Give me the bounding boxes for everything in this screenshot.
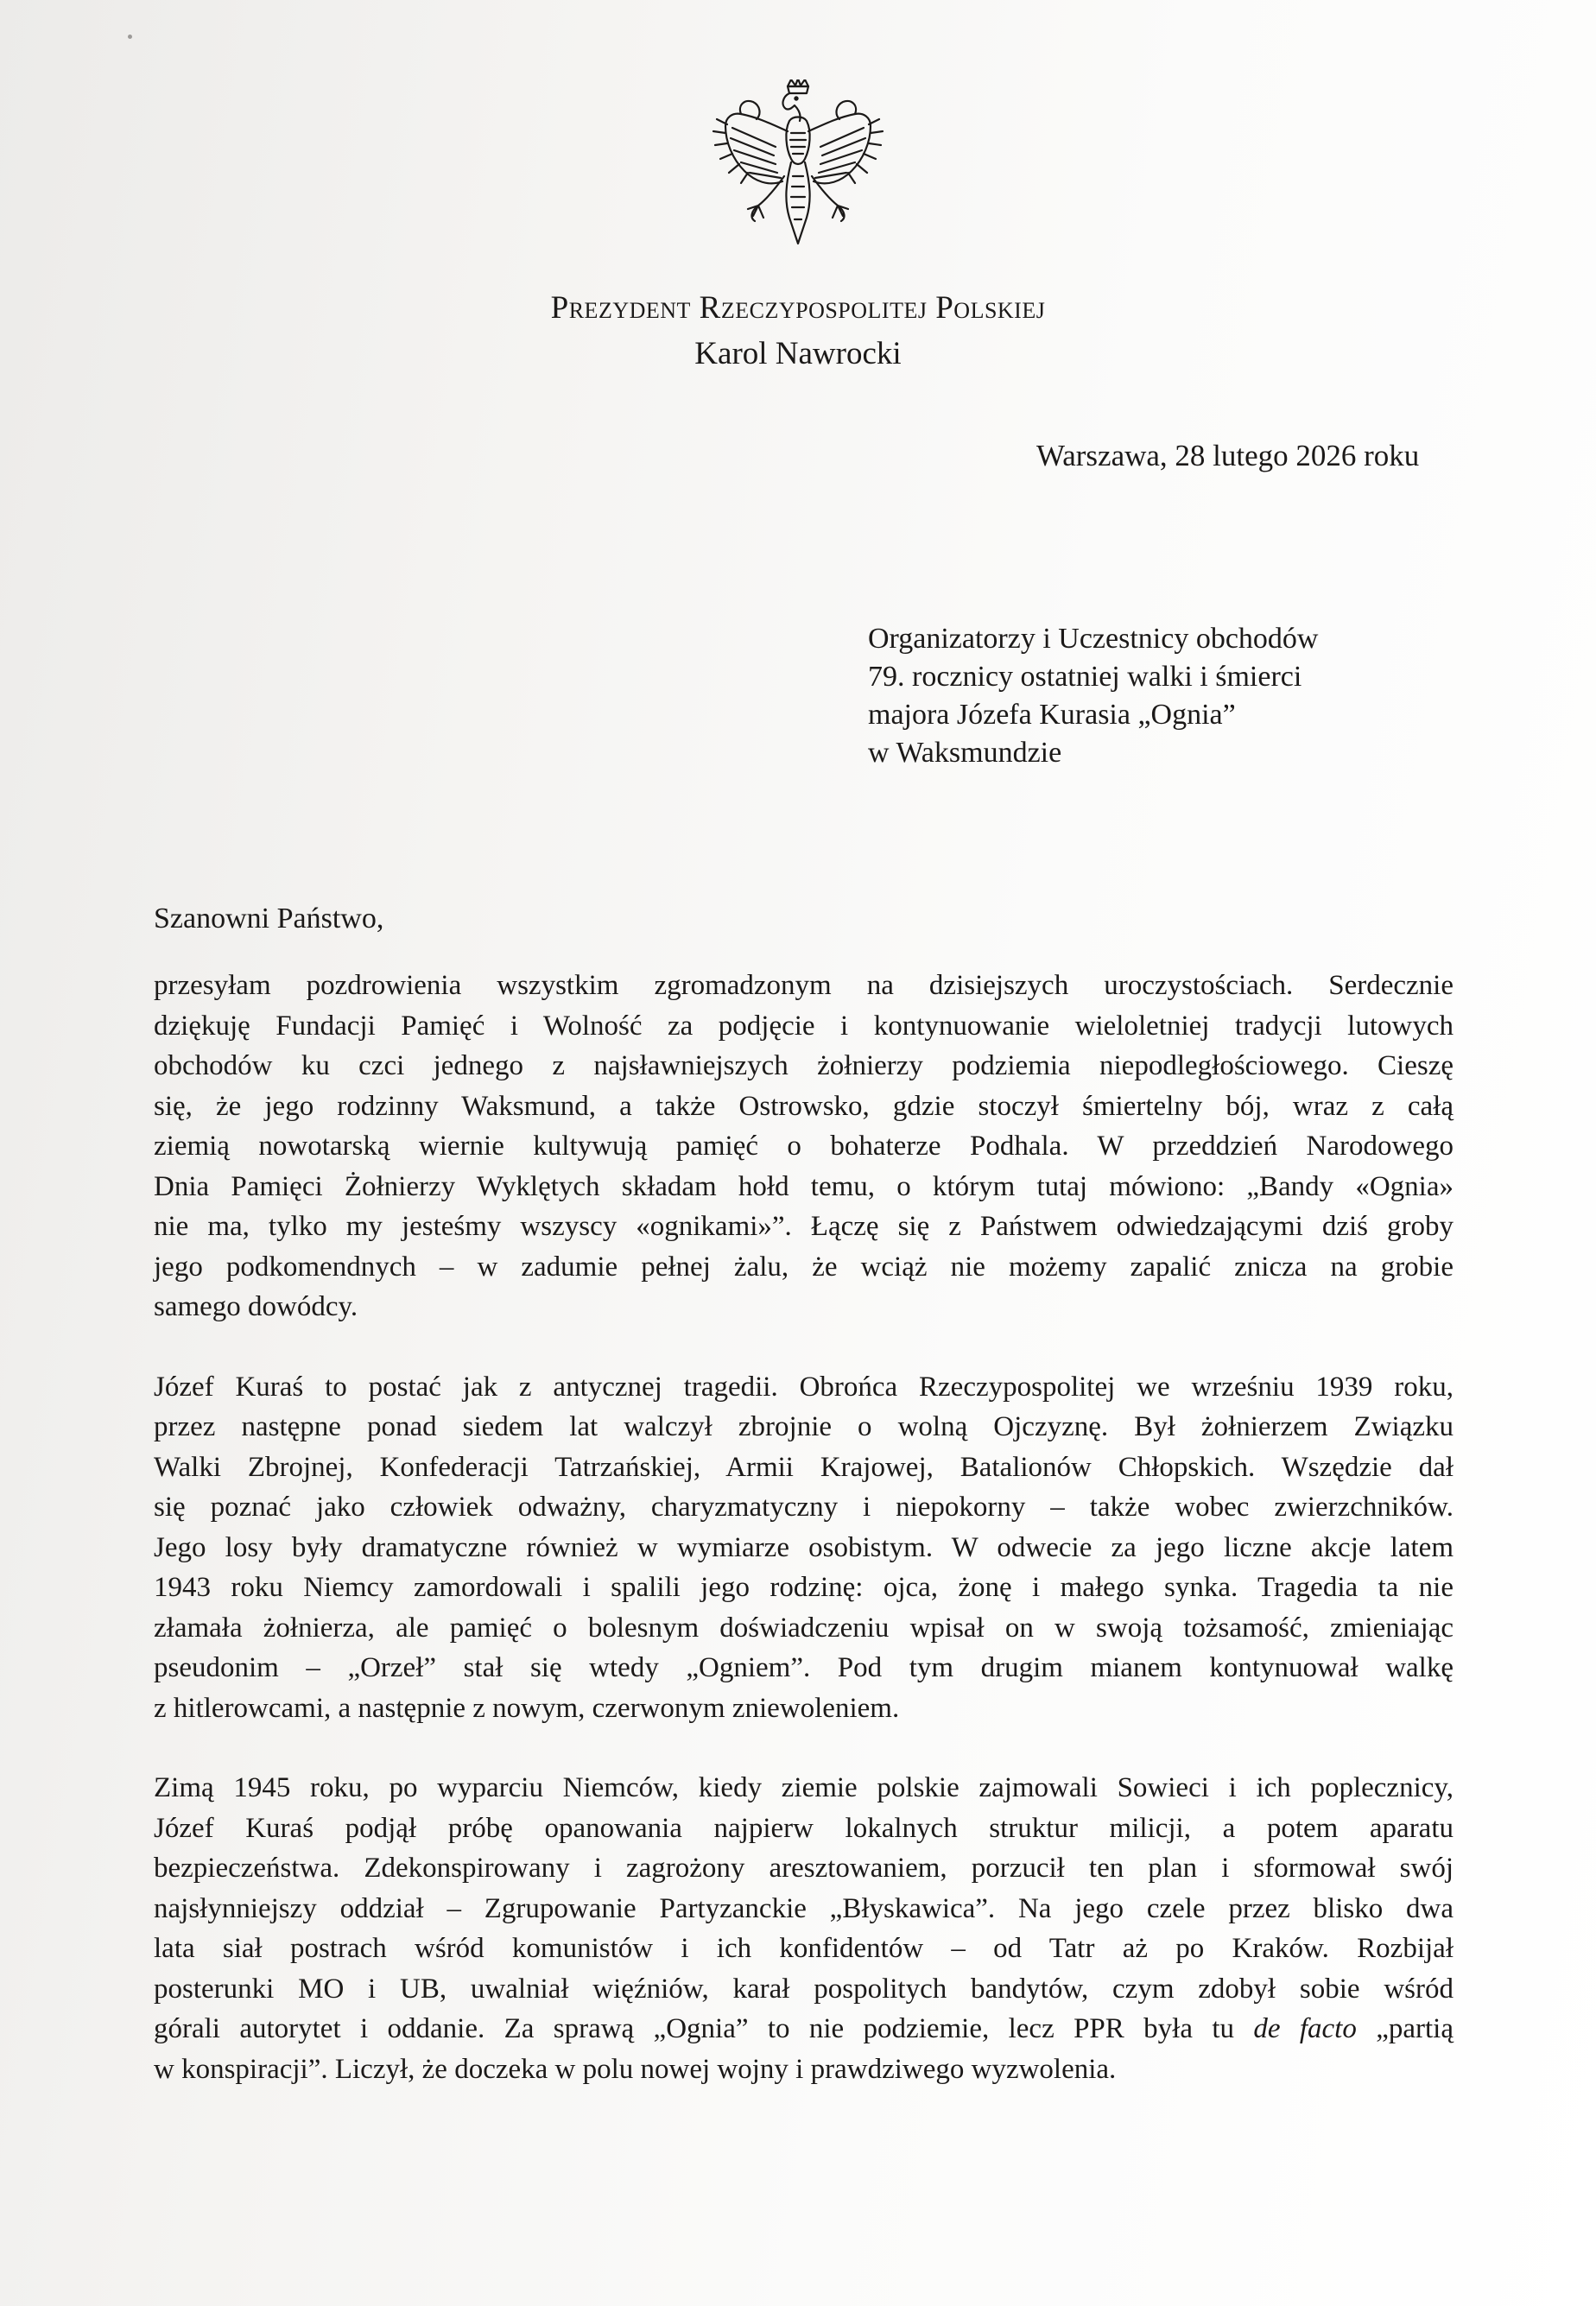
italic-phrase: de facto <box>1253 2013 1357 2044</box>
paragraph-3 <box>154 1768 1454 2089</box>
addressee-line: Organizatorzy i Uczestnicy obchodów <box>868 623 1319 655</box>
text-line: Józef Kuraś to postać jak z antycznej tragedii. Obrońca Rzeczypospolitej we wrześniu 1939 roku, <box>154 1371 1454 1403</box>
white-eagle-emblem-icon <box>706 79 890 252</box>
text-line: Józef Kuraś podjął próbę opanowania najpierw lokalnych struktur milicji, a potem aparatu <box>154 1812 1454 1844</box>
text-line: bezpieczeństwa. Zdekonspirowany i zagrożony aresztowaniem, porzucił ten plan i sformował swój <box>154 1853 1454 1884</box>
date-line: Warszawa, 28 lutego 2026 roku <box>1036 439 1420 472</box>
text-line: pseudonim – „Orzeł” stał się wtedy „Ogniem”. Pod tym drugim mianem kontynuował walkę <box>154 1652 1454 1683</box>
text-line: nie ma, tylko my jesteśmy wszyscy «ognikami»”. Łączę się z Państwem odwiedzającymi dziś groby <box>154 1211 1454 1242</box>
text-line: 1943 roku Niemcy zamordowali i spalili jego rodzinę: ojca, żonę i małego synka. Tragedia ta nie <box>154 1572 1454 1603</box>
text-line: posterunki MO i UB, uwalniał więźniów, karał pospolitych bandytów, czym zdobył sobie wśród <box>154 1973 1454 2005</box>
text-line: Dnia Pamięci Żołnierzy Wyklętych składam hołd temu, o którym tutaj mówiono: „Bandy «Ognia» <box>154 1170 1454 1202</box>
paragraph-2 <box>154 1367 1454 1729</box>
addressee-block <box>868 620 1318 772</box>
text-line: z hitlerowcami, a następnie z nowym, czerwonym zniewoleniem. <box>154 1692 900 1724</box>
header-title: Prezydent Rzeczypospolitej Polskiej <box>550 290 1046 326</box>
paragraph-1 <box>154 966 1454 1327</box>
addressee-line: 79. rocznicy ostatniej walki i śmierci <box>868 661 1302 693</box>
text-line: się, że jego rodzinny Waksmund, a także Ostrowsko, gdzie stoczył śmiertelny bój, wraz z całą <box>154 1090 1454 1122</box>
text-line: się poznać jako człowiek odważny, charyzmatyczny i niepokorny – także wobec zwierzchników. <box>154 1492 1454 1523</box>
addressee-line: w Waksmundzie <box>868 737 1062 769</box>
text-line: obchodów ku czci jednego z najsławniejszych żołnierzy podziemia niepodległościowego. Cieszę <box>154 1050 1454 1081</box>
text-line: w konspiracji”. Liczył, że doczeka w polu nowej wojny i prawdziwego wyzwolenia. <box>154 2053 1117 2085</box>
paper-speck <box>128 35 132 39</box>
text-line: najsłynniejszy oddział – Zgrupowanie Partyzanckie „Błyskawica”. Na jego czele przez blisko dwa <box>154 1892 1454 1924</box>
text-line: przez następne ponad siedem lat walczył zbrojnie o wolną Ojczyznę. Był żołnierzem Związku <box>154 1411 1454 1442</box>
text-line: Walki Zbrojnej, Konfederacji Tatrzańskiej, Armii Krajowej, Batalionów Chłopskich. Wszędzie dał <box>154 1451 1454 1483</box>
text-line: jego podkomendnych – w zadumie pełnej żalu, że wciąż nie możemy zapalić znicza na grobie <box>154 1251 1454 1283</box>
header-name: Karol Nawrocki <box>694 336 902 371</box>
text-line: przesyłam pozdrowienia wszystkim zgromadzonym na dzisiejszych uroczystościach. Serdecznie <box>154 970 1454 1001</box>
text-line: lata siał postrach wśród komunistów i ich konfidentów – od Tatr aż po Kraków. Rozbijał <box>154 1933 1454 1964</box>
text-line: złamała żołnierza, ale pamięć o bolesnym doświadczeniu wpisał on w swoją tożsamość, zmieniając <box>154 1612 1454 1644</box>
text-line: Jego losy były dramatyczne również w wymiarze osobistym. W odwecie za jego liczne akcje latem <box>154 1531 1454 1563</box>
text-line: Zimą 1945 roku, po wyparciu Niemców, kiedy ziemie polskie zajmowali Sowieci i ich poplecznicy, <box>154 1772 1454 1803</box>
salutation: Szanowni Państwo, <box>154 903 384 934</box>
text-line: ziemią nowotarską wiernie kultywują pamięć o bohaterze Podhala. W przeddzień Narodowego <box>154 1131 1454 1162</box>
addressee-line: majora Józefa Kurasia „Ognia” <box>868 699 1236 731</box>
letter-body <box>154 966 1454 2129</box>
text-line: samego dowódcy. <box>154 1291 358 1322</box>
text-line-with-italic: górali autorytet i oddanie. Za sprawą „Ognia” to nie podziemie, lecz PPR była tu de facto „partią <box>154 2013 1454 2044</box>
text-line: dziękuję Fundacji Pamięć i Wolność za podjęcie i kontynuowanie wieloletniej tradycji lutowych <box>154 1010 1454 1042</box>
